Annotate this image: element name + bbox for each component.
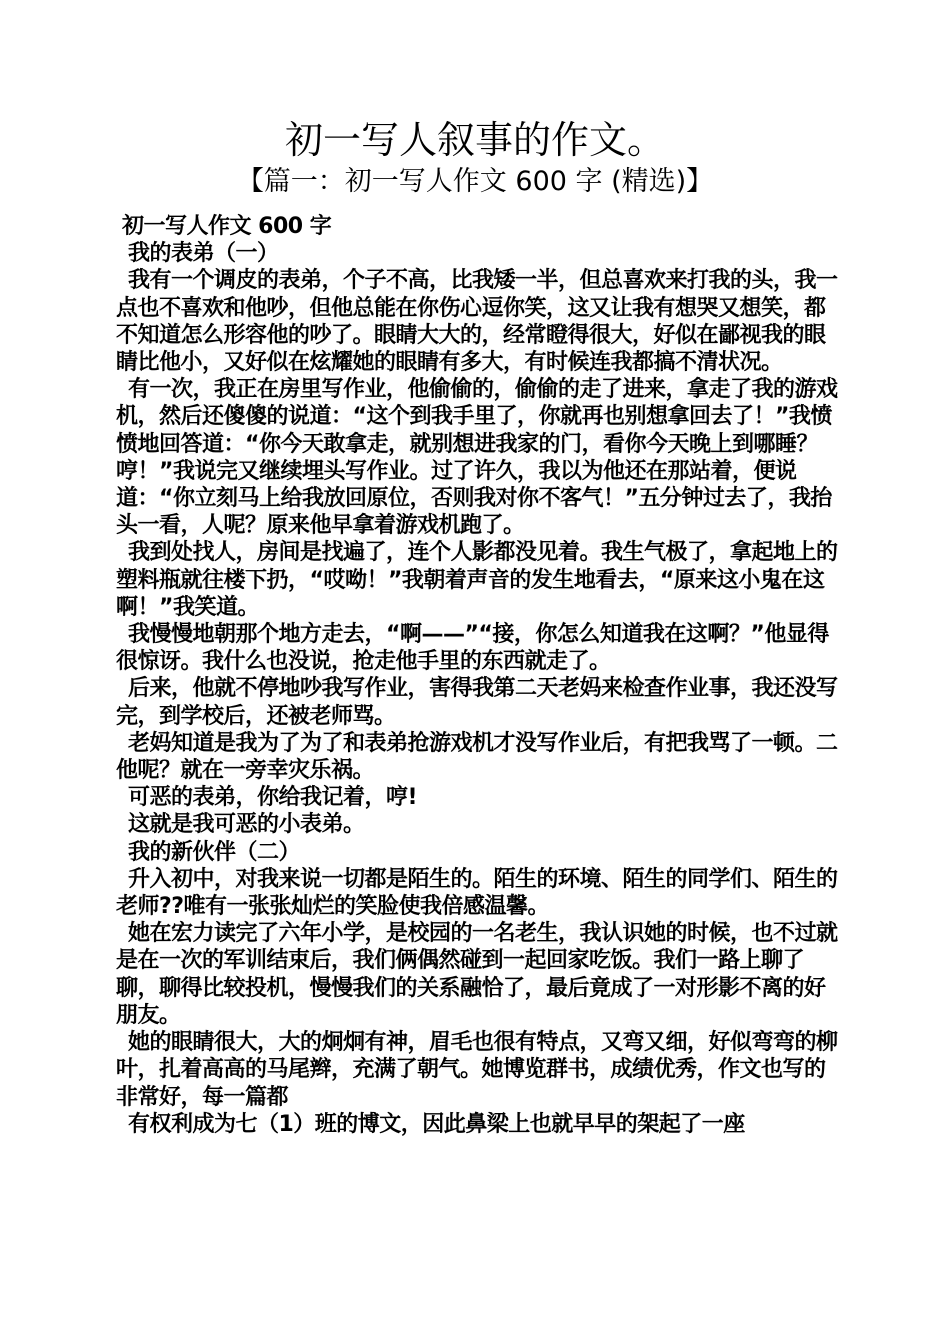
- paragraph: 升入初中，对我来说一切都是陌生的。陌生的环境、陌生的同学们、陌生的老师??唯有一张张灿烂的笑脸使我倍感温馨。: [116, 866, 838, 920]
- paragraph: 我到处找人，房间是找遍了，连个人影都没见着。我生气极了，拿起地上的塑料瓶就往楼下扔，“哎呦！”我朝着声音的发生地看去，“原来这小鬼在这啊！”我笑道。: [116, 540, 838, 620]
- paragraph: 老妈知道是我为了为了和表弟抢游戏机才没写作业后，有把我骂了一顿。二他呢？就在一旁幸灾乐祸。: [116, 730, 838, 784]
- paragraph: 有权利成为七（1）班的博文，因此鼻梁上也就早早的架起了一座: [128, 1111, 745, 1137]
- document-subtitle: 【篇一：初一写人作文 600 字 (精选)】: [236, 166, 714, 197]
- paragraph: 我慢慢地朝那个地方走去，“啊——”“接，你怎么知道我在这啊？”他显得很惊讶。我什么也没说，抢走他手里的东西就走了。: [116, 622, 829, 675]
- story2-heading: 我的新伙伴（二）: [128, 839, 301, 865]
- paragraph: 有一次，我正在房里写作业，他偷偷的，偷偷的走了进来，拿走了我的游戏机，然后还傻傻的说道：“这个到我手里了，你就再也别想拿回去了！”我愤愤地回答道：“你今天敢拿走，就别想进我家的门，看你今天晚上到哪睡？哼！”我说完又继续埋头写作业。过了许久，我以为他还在那站着，便说道：“你立刻马上给我放回原位，否则我对你不客气！”五分钟过去了，我抬头一看，人呢？原来他早拿着游戏机跑了。: [116, 377, 838, 539]
- document-title: 初一写人叙事的作文。: [284, 118, 665, 162]
- paragraph: 她的眼睛很大，大的炯炯有神，眉毛也很有特点，又弯又细，好似弯弯的柳叶，扎着高高的马尾辫，充满了朝气。她博览群书，成绩优秀，作文也写的非常好，每一篇都: [116, 1030, 838, 1110]
- paragraph: 这就是我可恶的小表弟。: [128, 812, 365, 838]
- paragraph: 我有一个调皮的表弟，个子不高，比我矮一半，但总喜欢来打我的头，我一点也不喜欢和他吵，但他总能在你伤心逗你笑，这又让我有想哭又想笑，都不知道怎么形容他的吵了。眼睛大大的，经常瞪得很大，好似在鄙视我的眼睛比他小，又好似在炫耀她的眼睛有多大，有时候连我都搞不清状况。: [116, 268, 838, 376]
- section-heading: 初一写人作文 600 字: [122, 214, 332, 239]
- paragraph: 可恶的表弟，你给我记着，哼!: [128, 785, 418, 811]
- document-body: [116, 213, 840, 1138]
- paragraph: 后来，他就不停地吵我写作业，害得我第二天老妈来检查作业事，我还没写完，到学校后，还被老师骂。: [116, 676, 838, 729]
- story1-heading: 我的表弟（一）: [128, 241, 279, 267]
- paragraph: 她在宏力读完了六年小学，是校园的一名老生，我认识她的时候，也不过就是在一次的军训结束后，我们俩偶然碰到一起回家吃饭。我们一路上聊了聊，聊得比较投机，慢慢我们的关系融恰了，最后竟成了一对形影不离的好朋友。: [116, 921, 838, 1028]
